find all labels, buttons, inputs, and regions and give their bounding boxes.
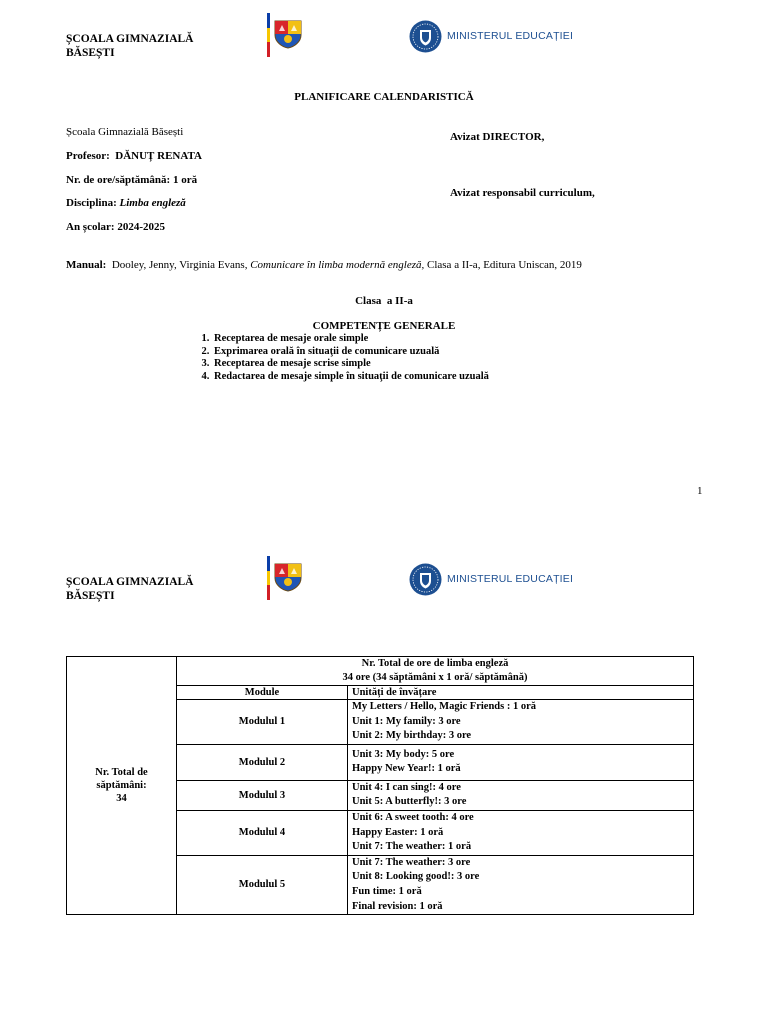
- unit-item: Unit 4: I can sing!: 4 ore: [352, 781, 461, 793]
- info-discipline: [66, 197, 186, 209]
- competences-list: [194, 333, 489, 383]
- unit-item: Final revision: 1 oră: [352, 900, 443, 912]
- discipline-label: Disciplina:: [66, 197, 117, 209]
- module-units: [348, 855, 694, 914]
- unit-item: Unit 7: The weather: 1 oră: [352, 841, 472, 853]
- page-number: 1: [697, 485, 703, 497]
- school-name-line1: ȘCOALA GIMNAZIALĂ: [66, 576, 194, 588]
- school-header: [66, 575, 193, 603]
- unit-item: Unit 7: The weather: 3 ore: [352, 856, 471, 868]
- column-header-units: Unități de învățare: [348, 686, 694, 700]
- module-units: [348, 700, 694, 745]
- module-units: [348, 744, 694, 780]
- unit-item: Happy New Year!: 1 oră: [352, 763, 461, 775]
- ministry-seal-icon: [409, 20, 442, 53]
- profesor-value: DĂNUȚ RENATA: [115, 150, 202, 162]
- unit-item: Unit 8: Looking good!: 3 ore: [352, 871, 480, 883]
- manual-line: [66, 259, 582, 271]
- ministry-name: MINISTERUL EDUCAȚIEI: [447, 30, 574, 42]
- unit-item: Unit 1: My family: 3 ore: [352, 715, 461, 727]
- county-coat-of-arms-icon: [272, 562, 304, 592]
- manual-book: Comunicare în limba modernă engleză,: [250, 259, 425, 271]
- discipline-value: Limba engleză: [119, 197, 186, 209]
- competence-item: 4. Redactarea de mesaje simple în situaţii de comunicare uzuală: [212, 371, 489, 384]
- total-weeks-value: 34: [116, 793, 127, 805]
- profesor-label: Profesor:: [66, 150, 110, 162]
- tricolor-stripe: [267, 556, 270, 600]
- module-units: [348, 810, 694, 855]
- school-name-line2: BĂSEȘTI: [66, 47, 115, 59]
- ministry-name: MINISTERUL EDUCAȚIEI: [447, 573, 574, 585]
- approval-curriculum: Avizat responsabil curriculum,: [450, 187, 595, 199]
- module-name: Modulul 4: [177, 810, 348, 855]
- info-school: Școala Gimnazială Băsești: [66, 126, 184, 138]
- unit-item: My Letters / Hello, Magic Friends : 1 oră: [352, 701, 536, 712]
- total-weeks-cell: [67, 657, 177, 915]
- manual-authors: Dooley, Jenny, Virginia Evans,: [111, 259, 248, 271]
- total-hours-title: Nr. Total de ore de limba engleză: [361, 658, 509, 669]
- class-heading: Clasa a II-a: [355, 295, 413, 307]
- module-name: Modulul 3: [177, 780, 348, 810]
- competence-item: 3. Receptarea de mesaje scrise simple: [212, 358, 489, 371]
- approval-director: Avizat DIRECTOR,: [450, 131, 545, 143]
- unit-item: Unit 3: My body: 5 ore: [352, 748, 455, 760]
- total-hours-detail: 34 ore (34 săptămâni x 1 oră/ săptămână): [342, 672, 528, 683]
- competence-item: 1. Receptarea de mesaje orale simple: [212, 333, 489, 346]
- county-coat-of-arms-icon: [272, 19, 304, 49]
- school-header: [66, 32, 193, 60]
- tricolor-stripe: [267, 13, 270, 57]
- school-name-line1: ȘCOALA GIMNAZIALĂ: [66, 33, 194, 45]
- info-hours: Nr. de ore/săptămână: 1 oră: [66, 174, 198, 186]
- ministry-seal-icon: [409, 563, 442, 596]
- module-units: [348, 780, 694, 810]
- unit-item: Fun time: 1 oră: [352, 885, 422, 897]
- manual-rest: Clasa a II-a, Editura Uniscan, 2019: [427, 259, 582, 271]
- unit-item: Unit 6: A sweet tooth: 4 ore: [352, 811, 474, 823]
- competence-item: 2. Exprimarea orală în situaţii de comunicare uzuală: [212, 346, 489, 359]
- total-weeks-label-1: Nr. Total de: [95, 767, 148, 779]
- manual-label: Manual:: [66, 259, 107, 271]
- total-hours-header: [177, 657, 694, 686]
- info-year: An școlar: 2024-2025: [66, 221, 165, 233]
- unit-item: Happy Easter: 1 oră: [352, 826, 444, 838]
- info-profesor: [66, 150, 202, 162]
- competences-title: COMPETENȚE GENERALE: [312, 320, 456, 332]
- total-weeks-label-2: săptămâni:: [96, 780, 147, 792]
- unit-item: Unit 5: A butterfly!: 3 ore: [352, 796, 467, 808]
- unit-item: Unit 2: My birthday: 3 ore: [352, 730, 472, 742]
- planning-table: [66, 656, 694, 915]
- module-name: Modulul 5: [177, 855, 348, 914]
- column-header-module: Module: [177, 686, 348, 700]
- module-name: Modulul 2: [177, 744, 348, 780]
- school-name-line2: BĂSEȘTI: [66, 590, 115, 602]
- module-name: Modulul 1: [177, 700, 348, 745]
- document-title: PLANIFICARE CALENDARISTICĂ: [294, 91, 474, 103]
